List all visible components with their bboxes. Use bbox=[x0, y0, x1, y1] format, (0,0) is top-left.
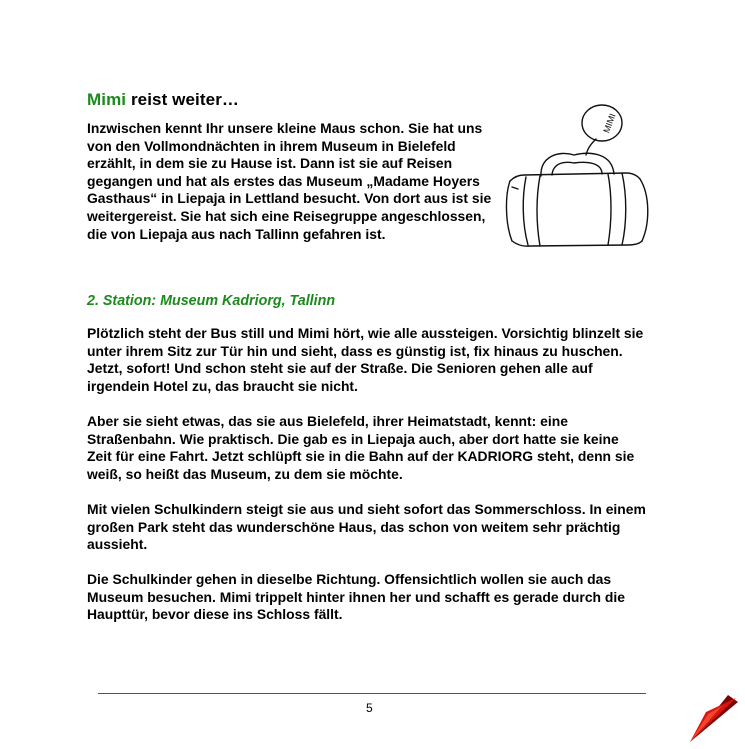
page-title bbox=[87, 90, 239, 110]
suitcase-with-tag-icon bbox=[500, 95, 660, 255]
body-paragraph-2: Aber sie sieht etwas, das sie aus Bielefeld, ihrer Heimatstadt, kennt: eine Straßenbahn. Wie praktisch. Die gab es in Liepaja auch, aber dort hatte sie keine Zeit für eine Fahrt. Jetzt schlüpft sie in die Bahn auf der KADRIORG steht, denn sie weiß, so heißt das Museum, zu dem sie möchte. bbox=[87, 413, 635, 482]
intro-paragraph: Inzwischen kennt Ihr unsere kleine Maus schon. Sie hat uns von den Vollmondnächten in ihrem Museum in Bielefeld erzählt, in dem sie zu Hause ist. Dann ist sie auf Reisen gegangen und hat als erstes das Museum „Madame Hoyers Gasthaus“ in Liepaja in Lettland besucht. Von dort aus ist sie weitergereist. Sie hat sich eine Reisegruppe angeschlossen, die von Liepaja aus nach Tallinn gefahren ist. bbox=[87, 120, 492, 242]
body-paragraph-4: Die Schulkinder gehen in dieselbe Richtung. Offensichtlich wollen sie auch das Museum besuchen. Mimi trippelt hinter ihnen her und schafft es gerade durch die Haupttür, bevor diese ins Schloss fällt. bbox=[87, 571, 625, 623]
station-heading: 2. Station: Museum Kadriorg, Tallinn bbox=[87, 293, 336, 309]
body-paragraph-1: Plötzlich steht der Bus still und Mimi hört, wie alle aussteigen. Vorsichtig blinzelt sie unter ihrem Sitz zur Tür hin und sieht, dass es günstig ist, fix hinaus zu huschen. Jetzt, sofort! Und schon steht sie auf der Straße. Die Senioren gehen alle auf irgendein Hotel zu, das braucht sie nicht. bbox=[87, 325, 644, 394]
body-paragraph-3: Mit vielen Schulkindern steigt sie aus und sieht sofort das Sommerschloss. In einem großen Park steht das wunderschöne Haus, das schon von weitem sehr prächtig aussieht. bbox=[87, 501, 646, 553]
next-page-button[interactable] bbox=[688, 692, 740, 744]
title-accent: Mimi bbox=[87, 90, 127, 109]
suitcase-illustration bbox=[500, 95, 660, 255]
footer-divider bbox=[98, 693, 646, 694]
title-rest: reist weiter… bbox=[126, 90, 240, 109]
tag-label: MIMI bbox=[601, 112, 618, 135]
page-turn-arrow-icon bbox=[688, 692, 740, 744]
page-number: 5 bbox=[366, 701, 373, 715]
